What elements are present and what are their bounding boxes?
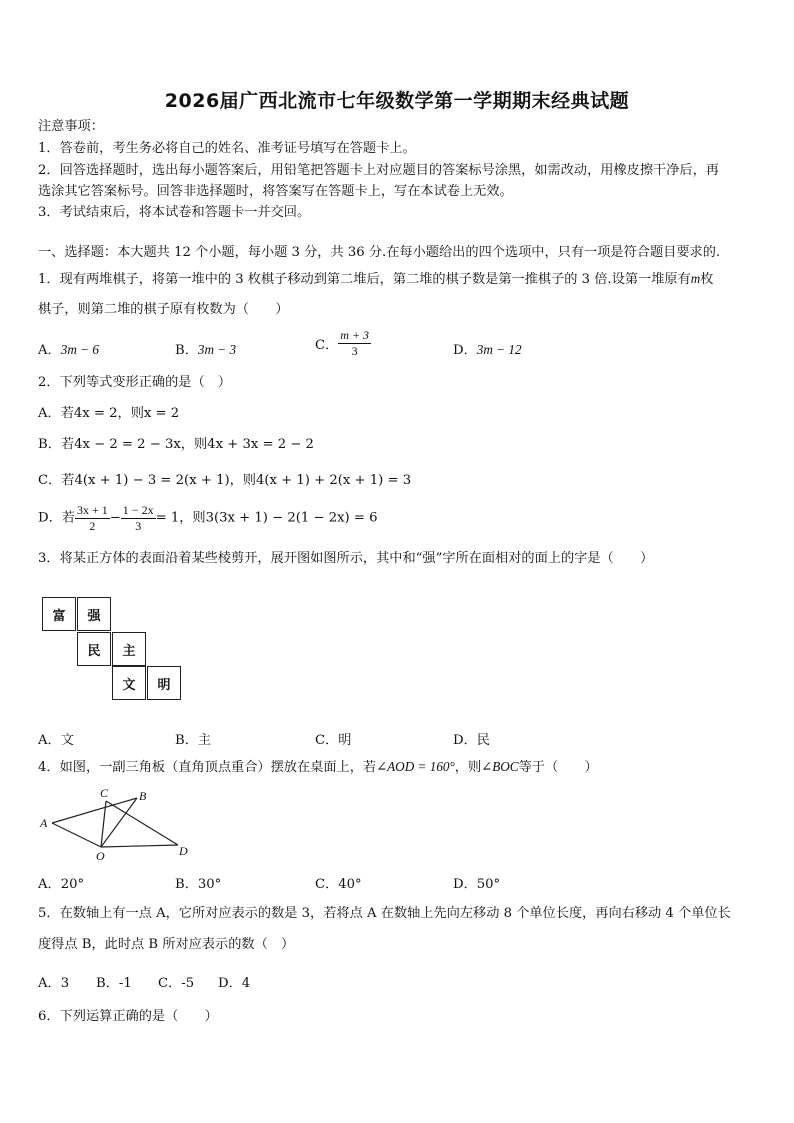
q1-text-b: 枚 [700,272,714,287]
q2-option-b: B．若4x − 2 = 2 − 3x，则4x + 3x = 2 − 2 [38,437,314,452]
label-B: B [139,789,147,803]
q4-option-a: A．20° [38,877,85,892]
net-cell-4: 主 [112,632,146,666]
q1-option-d [453,339,522,358]
q1-option-b-label: B． [175,343,198,358]
q5-stem-line-1: 5．在数轴上有一点 A，它所对应表示的数是 3，若将点 A 在数轴上先向左移动 8 个单位长度，再向右移动 4 个单位长 [38,906,731,921]
q4-option-c: C．40° [315,877,362,892]
q1-option-a [38,339,99,358]
q2-d-f1-numerator: 3x + 1 [76,503,108,517]
q3-option-a: A．文 [38,733,74,748]
q2-option-a: A．若4x = 2，则x = 2 [38,406,180,421]
notice-line-1: 1．答卷前，考生务必将自己的姓名、准考证号填写在答题卡上。 [38,141,416,156]
q3-option-d: D．民 [453,733,490,748]
q1-option-c-label: C． [315,338,339,353]
net-cell-2: 强 [77,597,111,631]
q4-stem-post: 等于（ ） [518,760,598,775]
q1-variable: m [690,271,701,286]
segment-OB [101,798,137,847]
q2-option-c: C．若4(x + 1) − 3 = 2(x + 1)，则4(x + 1) + 2(x + 1) = 3 [38,473,412,488]
q5-option-a: A．3 [38,976,70,991]
q5-option-b: B．-1 [96,976,132,991]
segment-CD [106,801,178,845]
q1-option-a-text: 3m − 6 [60,342,99,357]
q1-option-c [315,328,371,359]
q1-option-c-numerator: m + 3 [340,328,370,342]
q3-option-c: C．明 [315,733,352,748]
q1-option-c-fraction [338,328,371,359]
q2-d-fraction-1 [75,503,110,534]
net-cell-1: 富 [42,597,76,631]
q2-d-fraction-2 [121,503,156,534]
q1-option-d-label: D． [453,343,477,358]
q4-condition: ∠AOD = 160° [376,759,455,774]
label-A: A [40,816,48,830]
q2-d-f2-denominator: 3 [135,519,142,533]
q1-option-d-text: 3m − 12 [476,342,522,357]
segment-OD [101,845,178,847]
q1-option-b [175,339,236,358]
q4-stem-pre: 4．如图，一副三角板（直角顶点重合）摆放在桌面上，若 [38,760,377,775]
net-cell-3: 民 [77,632,111,666]
q2-stem: 2．下列等式变形正确的是（ ） [38,375,232,390]
q1-option-c-denominator: 3 [351,344,358,358]
page-title: 2026届广西北流市七年级数学第一学期期末经典试题 [164,90,630,112]
notice-line-2b: 选涂其它答案标号。回答非选择题时，将答案写在答题卡上，写在本试卷上无效。 [38,184,513,199]
q5-option-d: D．4 [218,976,251,991]
net-cell-6: 明 [147,666,181,700]
q2-d-f2-numerator: 1 − 2x [122,503,154,517]
label-D: D [179,844,188,858]
q1-option-b-text: 3m − 3 [197,342,237,357]
section-heading: 一、选择题：本大题共 12 个小题，每小题 3 分，共 36 分.在每小题给出的四个选项中，只有一项是符合题目要求的. [38,245,721,260]
q5-option-c: C．-5 [158,976,195,991]
q1-option-a-label: A． [38,343,61,358]
notice-line-2a: 2．回答选择题时，选出每小题答案后，用铅笔把答题卡上对应题目的答案标号涂黑，如需改动，用橡皮擦干净后，再 [38,163,719,178]
triangle-figure [36,783,196,863]
q2-d-suffix: = 1，则3(3x + 1) − 2(1 − 2x) = 6 [155,510,378,526]
q1-text-a: 1．现有两堆棋子，将第一堆中的 3 枚棋子移动到第二堆后，第二堆的棋子数是第一推棋子的 3 倍.设第一堆原有 [38,272,691,287]
q4-stem [38,758,598,777]
q3-option-b: B．主 [175,733,212,748]
segment-AB [52,798,137,823]
segment-AO [52,823,101,847]
q6-stem: 6．下列运算正确的是（ ） [38,1009,218,1024]
q4-option-d: D．50° [453,877,501,892]
q4-asked-angle: ∠BOC [481,759,519,774]
notice-line-3: 3．考试结束后，将本试卷和答题卡一并交回。 [38,205,311,220]
net-cell-5: 文 [112,666,146,700]
q3-stem: 3．将某正方体的表面沿着某些棱剪开，展开图如图所示，其中和“强”字所在面相对的面上的字是（ ） [38,551,654,566]
label-O: O [96,849,105,863]
notice-heading: 注意事项： [38,119,104,134]
q1-stem-line-2: 棋子，则第二堆的棋子原有枚数为（ ） [38,302,289,317]
q2-d-minus: − [109,510,121,526]
q2-option-d [38,503,378,534]
q2-d-prefix: D．若 [38,510,75,526]
q1-stem-line-1 [38,270,713,289]
q5-stem-line-2: 度得点 B，此时点 B 所对应表示的数（ ） [38,937,295,952]
q2-d-f1-denominator: 2 [89,519,96,533]
label-C: C [100,786,109,800]
q4-option-b: B．30° [175,877,222,892]
q4-stem-mid: ，则 [454,760,482,775]
